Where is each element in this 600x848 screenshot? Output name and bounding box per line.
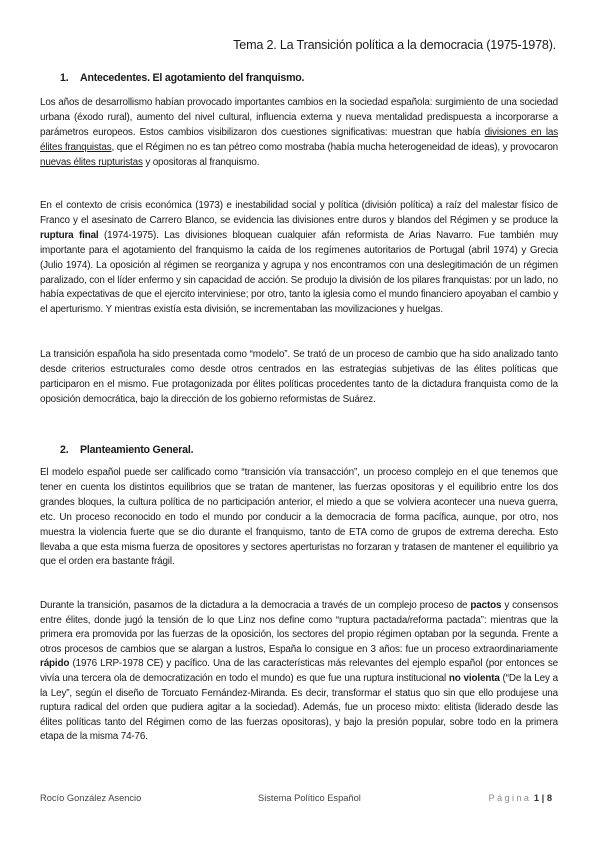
text-run: (1976 LRP-1978 CE) y pacífico. Una de las características más relevantes del ejemplo español (por entonces se vivía una tercera ola de democratización en todo el mundo) es que fue una ruptura institucional — [40, 658, 558, 684]
paragraph — [40, 199, 558, 318]
underlined-phrase: divisiones en las élites franquistas — [40, 126, 558, 153]
bold-phrase: ruptura final — [40, 229, 99, 241]
paragraph — [40, 466, 558, 570]
bold-phrase: rápido — [40, 658, 70, 670]
total-pages: 8 — [546, 793, 552, 803]
page-separator: | — [541, 793, 545, 803]
footer-page-indicator — [489, 793, 552, 803]
section-heading-2 — [60, 444, 193, 456]
text-run: (1974-1975). Las divisiones bloquean cualquier afán reformista de Arias Navarro. Fue también muy importante para el agotamiento del franquismo la caída de los regímenes autoritarios de Portugal (abril 1974) y Grecia (Julio 1974). La oposición al régimen se reorganiza y agrupa y nos encontramos con una deslegitimación de un régimen paralizado, con el líder enfermo y sin capacidad de acción. Se produjo la división de los pilares franquistas: por un lado, no había expectativas de que el ejercito interviniese; por otro, tanto la iglesia como el mundo financiero apoyaban el cambio y el aperturismo. Y mientras existía esta división, se incrementaban las movilizaciones y huelgas. — [40, 229, 558, 316]
text-run: y consensos entre élites, donde jugó la tensión de lo que Linz nos define como “ruptura pactada/reforma pactada”: mientras que la primera era promovida por las fuerzas de la oposición, los sectores del propio régimen optaban por la segunda. Frente a otros procesos de cambios que se alargan a lustros, España lo consigue en 3 años: fue un proceso extraordinariamente — [40, 600, 558, 655]
page-label: Página — [488, 793, 532, 803]
text-run: La transición española ha sido presentada como “modelo”. Se trató de un proceso de cambio que ha sido analizado tanto desde criterios estructurales como desde otros centrados en las estrategias subjetivas de las élites políticas que participaron en el mismo. Fue protagonizada por élites políticas procedentes tanto de la dictadura franquista como de la oposición democrática, bajo la dirección de los gobierno reformistas de Suárez. — [40, 349, 558, 405]
text-run: Los años de desarrollismo habían provocado importantes cambios en la sociedad española: surgimiento de una sociedad urbana (éxodo rural), aumento del nivel cultural, influencia externa y nueva mentalidad predispuesta a incorporarse a parámetros europeos. Estos cambios visibilizaron dos cuestiones significativas: muestran que había — [40, 97, 558, 138]
paragraph — [40, 348, 558, 408]
section-heading-1 — [60, 72, 304, 84]
section-title: Planteamiento General. — [80, 444, 194, 456]
document-title: Tema 2. La Transición política a la democracia (1975-1978). — [233, 38, 556, 52]
text-run: , que el Régimen no es tan pétreo como mostraba (había mucha heterogeneidad de ideas), y provocaron — [111, 141, 559, 153]
paragraph — [40, 96, 558, 171]
paragraph — [40, 599, 558, 745]
section-number: 1. — [60, 72, 69, 84]
text-run: Durante la transición, pasamos de la dictadura a la democracia a través de un complejo proceso de — [40, 600, 471, 611]
section-number: 2. — [60, 444, 69, 456]
footer-subject: Sistema Político Español — [258, 793, 361, 803]
text-run: (“De la Ley a la Ley”, según el diseño de Torcuato Fernández-Miranda. Es decir, transformar el status quo sin que ello produjese una ruptura radical del orden que pudiera agitar a la sociedad). Además, fue un proceso mixto: elitista (liderado desde las élites políticas tanto del Régimen como de las fuerzas opositoras), y bajo la presión popular, sobre todo en la primera etapa de la misma 74-76. — [40, 672, 558, 743]
page-number: 1 — [533, 793, 540, 803]
text-run: y opositoras al franquismo. — [142, 156, 260, 168]
bold-phrase: pactos — [470, 600, 502, 611]
text-run: En el contexto de crisis económica (1973) e inestabilidad social y política (división política) a raíz del malestar físico de Franco y el asesinato de Carrero Blanco, se evidencia las divisiones entre duros y blandos del Régimen y se produce la — [40, 200, 558, 226]
footer-author: Rocío González Asencio — [40, 793, 142, 803]
text-run: El modelo español puede ser calificado como “transición vía transacción”, un proceso complejo en el que tenemos que tener en cuenta los distintos equilibrios que se tratan de mantener, las fuerzas opositoras y el equilibrio entre los dos grandes bloques, la cultura política de no participación anterior, el miedo a que se volviera acontecer una nueva guerra, etc. Un proceso reconocido en todo el mundo por conducir a la democracia de forma pacífica, aunque, por otro, nos muestra la violencia fuerte que se dio durante el franquismo, tanto de ETA como de grupos de extrema derecha. Esto llevaba a que esta misma fuerza de opositores y sectores aperturistas no forzaran y tratasen de mantener el equilibrio ya que el orden era bastante frágil. — [40, 467, 558, 568]
underlined-phrase: nuevas élites rupturistas — [40, 156, 143, 168]
section-title: Antecedentes. El agotamiento del franquismo. — [80, 72, 305, 84]
bold-phrase: no violenta — [448, 672, 500, 684]
